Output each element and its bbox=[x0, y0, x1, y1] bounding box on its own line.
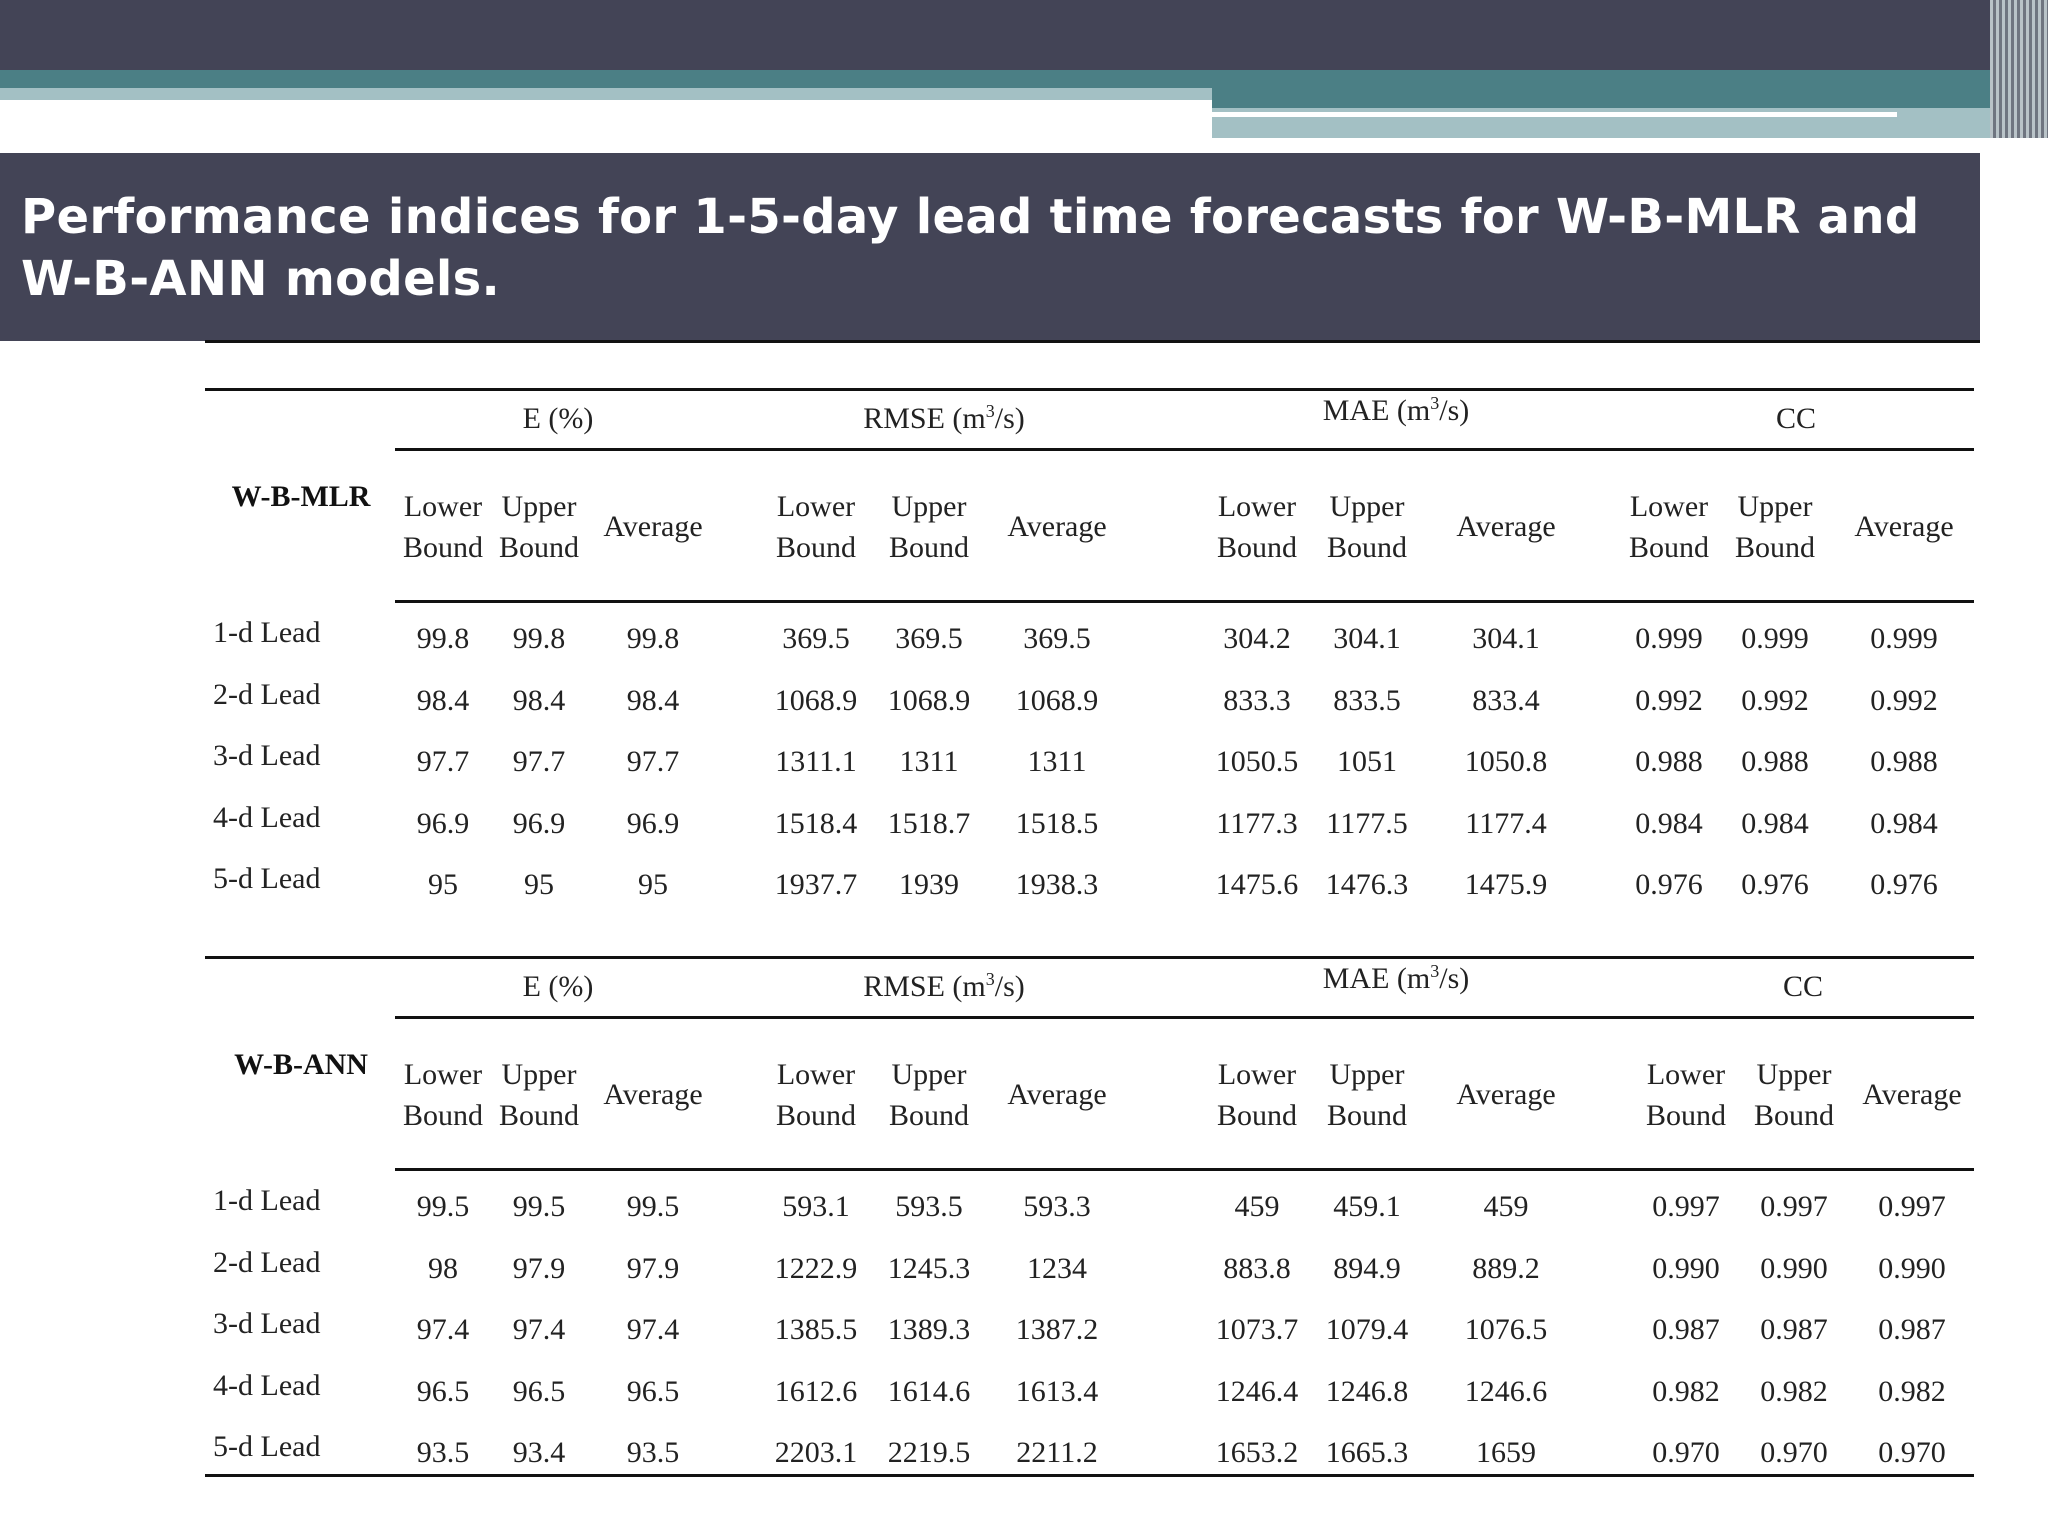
group-header: E (%) bbox=[522, 402, 594, 435]
subheader-line1: Lower bbox=[403, 490, 483, 523]
model-label: W-B-ANN bbox=[234, 1048, 368, 1081]
table-cell: 1311 bbox=[899, 745, 959, 778]
table-cell: 0.988 bbox=[1635, 745, 1703, 778]
table-cell: 593.5 bbox=[895, 1190, 963, 1223]
table-cell: 1245.3 bbox=[887, 1251, 971, 1285]
table-cell: 1939 bbox=[899, 868, 959, 901]
group-header: E (%) bbox=[522, 970, 594, 1003]
group-header: MAE $(m^3/s)$ bbox=[1322, 393, 1470, 427]
row-label: 5-d Lead bbox=[213, 1430, 321, 1463]
table-cell: 304.1 bbox=[1333, 622, 1401, 655]
row-label: 2-d Lead bbox=[213, 677, 321, 711]
table-cell: 0.997 bbox=[1652, 1190, 1720, 1223]
table-cell: 459.1 bbox=[1333, 1190, 1401, 1223]
subheader-line1: Upper bbox=[501, 490, 577, 523]
subheader-line2: Bound bbox=[1645, 1099, 1727, 1132]
subheader-line2: Bound bbox=[498, 531, 580, 564]
table-cell: 0.988 bbox=[1741, 745, 1809, 778]
subheader-line1: Lower bbox=[776, 1058, 856, 1091]
table-cell: 0.997 bbox=[1878, 1190, 1946, 1223]
table-cell: 99.8 bbox=[512, 622, 566, 655]
subheader-average: Average bbox=[1854, 510, 1954, 543]
table-cell: 459 bbox=[1483, 1190, 1529, 1223]
table-cell: 99.8 bbox=[626, 622, 680, 655]
table-cell: 0.982 bbox=[1878, 1374, 1946, 1408]
table-cell: 98.4 bbox=[416, 683, 470, 717]
table-cell: 0.982 bbox=[1760, 1374, 1828, 1408]
subheader-line2: Bound bbox=[1326, 531, 1408, 564]
row-label: 3-d Lead bbox=[213, 739, 321, 772]
table-cell: 98.4 bbox=[512, 683, 566, 717]
table-cell: 1659 bbox=[1476, 1436, 1536, 1469]
header-band-teal bbox=[0, 70, 2048, 88]
row-label: 1-d Lead bbox=[213, 1184, 321, 1217]
table-cell: 0.999 bbox=[1741, 622, 1809, 655]
table-cell: 369.5 bbox=[895, 622, 963, 655]
table-cell: 96.5 bbox=[512, 1374, 566, 1408]
subheader-line2: Bound bbox=[775, 531, 857, 564]
table-cell: 889.2 bbox=[1472, 1251, 1540, 1285]
header-band-rule bbox=[1212, 112, 1897, 117]
table-cell: 97.7 bbox=[626, 745, 680, 778]
subheader-line1: Lower bbox=[1646, 1058, 1726, 1091]
table-cell: 1050.8 bbox=[1464, 745, 1548, 778]
table-cell: 1177.3 bbox=[1216, 806, 1298, 840]
header-stripes bbox=[1990, 0, 2048, 138]
subheader-average: Average bbox=[1007, 510, 1107, 543]
subheader-line2: Bound bbox=[402, 531, 484, 564]
table-cell: 1246.8 bbox=[1325, 1374, 1409, 1408]
table-cell: 894.9 bbox=[1333, 1251, 1401, 1285]
row-label: 3-d Lead bbox=[213, 1307, 321, 1340]
table-cell: 1612.6 bbox=[774, 1374, 858, 1408]
table-cell: 304.2 bbox=[1223, 622, 1291, 655]
unit-superscript: 3 bbox=[1430, 961, 1440, 981]
table-cell: 0.984 bbox=[1870, 806, 1938, 840]
table-cell: 1051 bbox=[1337, 745, 1397, 778]
table-cell: 1068.9 bbox=[1015, 683, 1099, 717]
table-cell: 97.9 bbox=[626, 1251, 680, 1285]
subheader-line2: Bound bbox=[1753, 1099, 1835, 1132]
group-header: CC bbox=[1782, 970, 1824, 1003]
table-cell: 1614.6 bbox=[887, 1374, 971, 1408]
subheader-average: Average bbox=[1007, 1078, 1107, 1111]
slide-title: Performance indices for 1-5-day lead time forecasts for W-B-MLR and W-B-ANN models. bbox=[21, 189, 1920, 307]
table-cell: 1937.7 bbox=[774, 868, 858, 901]
table-cell: 1518.4 bbox=[774, 806, 858, 840]
table-cell: 1518.7 bbox=[887, 806, 971, 840]
subheader-line1: Lower bbox=[1217, 1058, 1297, 1091]
group-header: RMSE $(m^3/s)$ bbox=[863, 401, 1025, 435]
subheader-line2: Bound bbox=[1734, 531, 1816, 564]
subheader-line1: Upper bbox=[501, 1058, 577, 1091]
table-cell: 1246.4 bbox=[1215, 1374, 1299, 1408]
subheader-line2: Bound bbox=[888, 531, 970, 564]
table-cell: 593.3 bbox=[1023, 1190, 1091, 1223]
table-cell: 1079.4 bbox=[1325, 1313, 1409, 1346]
title-underline-rule bbox=[205, 340, 1980, 343]
subheader-average: Average bbox=[603, 510, 703, 543]
table-cell: 0.992 bbox=[1741, 683, 1809, 717]
table-cell: 96.9 bbox=[416, 806, 470, 840]
table-cell: 97.9 bbox=[512, 1251, 566, 1285]
table-cell: 833.4 bbox=[1472, 683, 1540, 717]
table-cell: 96.5 bbox=[626, 1374, 680, 1408]
table-cell: 0.984 bbox=[1741, 806, 1809, 840]
table-cell: 0.987 bbox=[1878, 1313, 1946, 1346]
table-cell: 99.5 bbox=[416, 1190, 470, 1223]
table-cell: 1476.3 bbox=[1325, 868, 1409, 901]
table-cell: 0.990 bbox=[1878, 1251, 1946, 1285]
table-cell: 1311 bbox=[1027, 745, 1087, 778]
table-cell: 1177.5 bbox=[1326, 806, 1408, 840]
table-cell: 304.1 bbox=[1472, 622, 1540, 655]
table-cell: 0.987 bbox=[1760, 1313, 1828, 1346]
table-cell: 459 bbox=[1234, 1190, 1280, 1223]
table-cell: 2219.5 bbox=[887, 1436, 971, 1469]
table-cell: 0.987 bbox=[1652, 1313, 1720, 1346]
table-cell: 0.970 bbox=[1760, 1436, 1828, 1469]
subheader-rule bbox=[395, 1168, 1974, 1171]
row-label: 4-d Lead bbox=[213, 800, 321, 834]
table-cell: 1385.5 bbox=[774, 1313, 858, 1346]
table-cell: 1665.3 bbox=[1325, 1436, 1409, 1469]
subheader-line2: Bound bbox=[1326, 1099, 1408, 1132]
header-band-right-teal bbox=[1212, 88, 2048, 108]
table-cell: 96.9 bbox=[626, 806, 680, 840]
group-header: CC bbox=[1775, 402, 1817, 435]
table-cell: 98.4 bbox=[626, 683, 680, 717]
table-bottom-rule bbox=[205, 1474, 1974, 1477]
table-cell: 96.5 bbox=[416, 1374, 470, 1408]
subheader-line1: Lower bbox=[1217, 490, 1297, 523]
subheader-average: Average bbox=[1456, 510, 1556, 543]
table-cell: 833.3 bbox=[1223, 683, 1291, 717]
table-cell: 0.976 bbox=[1635, 868, 1703, 901]
table-cell: 0.970 bbox=[1652, 1436, 1720, 1469]
header-band-light bbox=[0, 88, 1212, 100]
table-cell: 1938.3 bbox=[1015, 868, 1099, 901]
row-label: 1-d Lead bbox=[213, 616, 321, 649]
group-header: RMSE $(m^3/s)$ bbox=[863, 969, 1025, 1003]
subheader-average: Average bbox=[1862, 1078, 1962, 1111]
table-cell: 93.5 bbox=[626, 1436, 680, 1469]
subheader-line2: Bound bbox=[498, 1099, 580, 1132]
table-cell: 0.990 bbox=[1760, 1251, 1828, 1285]
subheader-average: Average bbox=[603, 1078, 703, 1111]
unit-superscript: 3 bbox=[985, 401, 995, 421]
subheader-line2: Bound bbox=[888, 1099, 970, 1132]
table-cell: 1475.9 bbox=[1464, 868, 1548, 901]
table-top-rule bbox=[205, 956, 1974, 959]
table-cell: 2203.1 bbox=[774, 1436, 858, 1469]
subheader-line1: Lower bbox=[403, 1058, 483, 1091]
table-cell: 1475.6 bbox=[1215, 868, 1299, 901]
table-cell: 1050.5 bbox=[1215, 745, 1299, 778]
table-cell: 93.5 bbox=[416, 1436, 470, 1469]
table-cell: 833.5 bbox=[1333, 683, 1401, 717]
table-cell: 1311.1 bbox=[775, 745, 857, 778]
table-cell: 369.5 bbox=[782, 622, 850, 655]
subheader-line2: Bound bbox=[1216, 1099, 1298, 1132]
header-band-dark bbox=[0, 0, 2048, 70]
subheader-line1: Upper bbox=[1737, 490, 1813, 523]
table-cell: 0.988 bbox=[1870, 745, 1938, 778]
model-label: W-B-MLR bbox=[231, 480, 371, 513]
table-cell: 97.7 bbox=[416, 745, 470, 778]
subheader-rule bbox=[395, 600, 1974, 603]
table-cell: 97.4 bbox=[416, 1313, 470, 1346]
subheader-line1: Upper bbox=[891, 1058, 967, 1091]
table-cell: 0.982 bbox=[1652, 1374, 1720, 1408]
subheader-line2: Bound bbox=[775, 1099, 857, 1132]
table-cell: 0.990 bbox=[1652, 1251, 1720, 1285]
table-cell: 0.976 bbox=[1741, 868, 1809, 901]
table-cell: 99.5 bbox=[626, 1190, 680, 1223]
subheader-line2: Bound bbox=[1216, 531, 1298, 564]
subheader-line1: Upper bbox=[1329, 490, 1405, 523]
unit-superscript: 3 bbox=[985, 969, 995, 989]
table-cell: 95 bbox=[428, 868, 458, 901]
table-cell: 0.976 bbox=[1870, 868, 1938, 901]
table-cell: 369.5 bbox=[1023, 622, 1091, 655]
table-cell: 97.4 bbox=[626, 1313, 680, 1346]
table-cell: 2211.2 bbox=[1016, 1436, 1098, 1469]
table-cell: 0.992 bbox=[1870, 683, 1938, 717]
row-label: 2-d Lead bbox=[213, 1245, 321, 1279]
table-cell: 0.999 bbox=[1635, 622, 1703, 655]
subheader-line1: Upper bbox=[1329, 1058, 1405, 1091]
table-cell: 97.7 bbox=[512, 745, 566, 778]
table-cell: 1387.2 bbox=[1015, 1313, 1099, 1346]
row-label: 4-d Lead bbox=[213, 1368, 321, 1402]
table-cell: 1613.4 bbox=[1015, 1374, 1099, 1408]
table-cell: 0.992 bbox=[1635, 683, 1703, 717]
table-cell: 0.997 bbox=[1760, 1190, 1828, 1223]
table-cell: 0.984 bbox=[1635, 806, 1703, 840]
table-cell: 1073.7 bbox=[1215, 1313, 1299, 1346]
group-header: MAE $(m^3/s)$ bbox=[1322, 961, 1470, 995]
subheader-line1: Lower bbox=[776, 490, 856, 523]
table-cell: 1068.9 bbox=[774, 683, 858, 717]
table-cell: 95 bbox=[524, 868, 554, 901]
subheader-line2: Bound bbox=[402, 1099, 484, 1132]
subheader-line2: Bound bbox=[1628, 531, 1710, 564]
table-cell: 0.999 bbox=[1870, 622, 1938, 655]
row-label: 5-d Lead bbox=[213, 862, 321, 895]
table-cell: 883.8 bbox=[1223, 1251, 1291, 1285]
subheader-average: Average bbox=[1456, 1078, 1556, 1111]
group-header-rule bbox=[395, 448, 1974, 451]
table-cell: 95 bbox=[638, 868, 668, 901]
subheader-line1: Upper bbox=[1756, 1058, 1832, 1091]
table-cell: 1177.4 bbox=[1465, 806, 1547, 840]
table-cell: 99.5 bbox=[512, 1190, 566, 1223]
table-cell: 1076.5 bbox=[1464, 1313, 1548, 1346]
table-cell: 1518.5 bbox=[1015, 806, 1099, 840]
table-cell: 1389.3 bbox=[887, 1313, 971, 1346]
table-cell: 0.970 bbox=[1878, 1436, 1946, 1469]
subheader-line1: Lower bbox=[1629, 490, 1709, 523]
table-cell: 593.1 bbox=[782, 1190, 850, 1223]
unit-superscript: 3 bbox=[1430, 393, 1440, 413]
table-cell: 1234 bbox=[1027, 1251, 1087, 1285]
table-cell: 1068.9 bbox=[887, 683, 971, 717]
table-cell: 98 bbox=[428, 1251, 458, 1285]
table-top-rule bbox=[205, 388, 1974, 391]
table-cell: 96.9 bbox=[512, 806, 566, 840]
table-cell: 1222.9 bbox=[774, 1251, 858, 1285]
table-cell: 99.8 bbox=[416, 622, 470, 655]
table-cell: 1246.6 bbox=[1464, 1374, 1548, 1408]
table-cell: 1653.2 bbox=[1215, 1436, 1299, 1469]
group-header-rule bbox=[395, 1016, 1974, 1019]
subheader-line1: Upper bbox=[891, 490, 967, 523]
table-cell: 97.4 bbox=[512, 1313, 566, 1346]
table-cell: 93.4 bbox=[512, 1436, 566, 1469]
